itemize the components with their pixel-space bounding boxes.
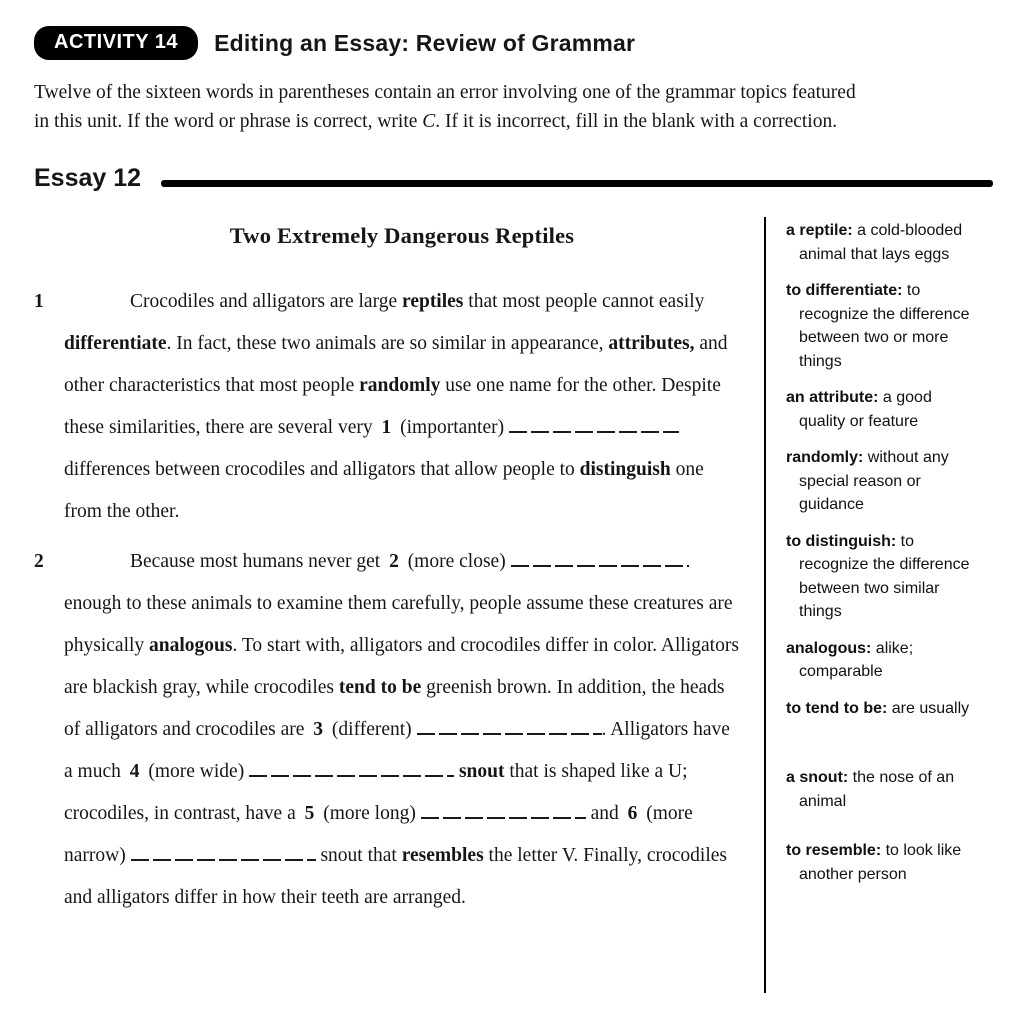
text-run: . Alligators have a much [64,719,730,782]
essay-rule [161,180,993,187]
activity-header [34,26,993,60]
glossary-item [786,446,982,517]
text-run: that most people cannot easily [463,291,705,312]
glossary-term: to distinguish: [786,532,897,550]
vocab-word: tend to be [338,677,422,698]
paragraph-body [64,541,740,919]
glossary-term: to differentiate: [786,282,903,299]
text-run: in this unit. If the word or phrase is correct, write [34,111,423,132]
text-run: . In fact, these two animals are so similar in appearance, [166,333,609,354]
glossary-definition: to look like another person [799,842,962,883]
essay-label-row [34,164,993,193]
glossary-item [786,766,982,813]
text-run: (more narrow) [64,803,693,866]
glossary-term: an attribute: [786,389,879,406]
text-run: use one name for the other. Despite these similarities, there are several very [64,375,721,438]
essay-paragraph [34,541,744,919]
glossary-item [786,697,982,721]
glossary-item [786,637,982,684]
glossary-item [786,279,982,373]
glossary-definition: to recognize the difference between two or more things [799,282,970,370]
essay-column [34,217,744,993]
answer-blank-5[interactable] [421,807,586,819]
answer-blank-2[interactable] [511,555,689,567]
text-run: C [422,111,436,132]
text-run: (more wide) [143,761,250,782]
item-number: 6 [627,803,638,824]
glossary-definition: alike; comparable [799,639,914,680]
vocab-word: analogous [149,635,233,656]
activity-title: Editing an Essay: Review of Grammar [214,29,636,56]
vocab-word: attributes, [608,333,695,354]
text-run: (more close) [402,551,511,572]
glossary-term: analogous: [786,639,872,657]
text-run: Crocodiles and alligators are large [130,291,403,312]
text-run: one from the other. [64,459,704,522]
text-run: enough to these animals to examine them carefully, people assume these creatures are physically [64,593,733,656]
text-run: (more long) [318,803,421,824]
item-number: 3 [313,719,324,740]
text-run: (different) [327,719,417,740]
instructions [34,78,992,136]
text-run: the letter V. Finally, crocodiles and alligators differ in how their teeth are arranged. [64,845,728,908]
text-run: . To start with, alligators and crocodiles differ in color. Alligators are blackish gray, while crocodiles [64,635,739,698]
vocab-word: resembles [401,845,484,866]
item-number: 4 [129,761,140,782]
glossary-term: a snout: [786,769,849,786]
text-run: (importanter) [395,417,509,438]
essay-paragraph [34,281,744,533]
vocab-word: distinguish [579,459,671,480]
glossary-term: randomly: [786,449,864,466]
glossary-definition: without any special reason or guidance [799,449,949,513]
glossary-term: to tend to be: [786,699,888,717]
vocab-word: randomly [359,375,441,396]
essay-paragraphs [34,281,744,919]
glossary [766,217,986,993]
answer-blank-6[interactable] [131,849,316,861]
glossary-definition: a good quality or feature [799,389,932,430]
glossary-definition: to recognize the difference between two similar things [799,532,970,620]
paragraph-body [64,281,740,533]
text-run: Twelve of the sixteen words in parentheses contain an error involving one of the grammar topics featured [34,82,856,103]
content [34,217,993,993]
glossary-item [786,219,982,266]
item-number: 5 [304,803,315,824]
vocab-word: snout [458,761,505,782]
text-run: and other characteristics that most people [64,333,728,396]
glossary-definition: are usually [891,699,970,717]
glossary-item [786,530,982,624]
text-run: Because most humans never get [130,551,386,572]
answer-blank-4[interactable] [249,765,454,777]
text-run: greenish brown. In addition, the heads of alligators and crocodiles are [64,677,725,740]
answer-blank-3[interactable] [417,723,602,735]
text-run: differences between crocodiles and alligators that allow people to [64,459,580,480]
glossary-item [786,386,982,433]
glossary-term: to resemble: [786,842,882,859]
essay-label: Essay 12 [34,164,142,192]
answer-blank-1[interactable] [509,421,679,433]
text-run: that is shaped like a U; crocodiles, in contrast, have a [64,761,688,824]
glossary-definition: a cold-blooded animal that lays eggs [799,222,963,263]
item-number: 2 [389,551,399,572]
vocab-word: differentiate [64,333,167,354]
text-run: . If it is incorrect, fill in the blank with a correction. [435,111,838,132]
activity-badge: ACTIVITY 14 [34,26,198,60]
glossary-definition: the nose of an animal [799,769,955,810]
paragraph-number: 2 [34,551,44,572]
text-run: snout that [315,845,402,866]
glossary-term: a reptile: [786,222,853,239]
paragraph-number: 1 [34,291,44,312]
text-run: and [585,803,624,824]
item-number: 1 [381,417,392,438]
essay-title: Two Extremely Dangerous Reptiles [229,223,575,248]
glossary-item [786,839,982,886]
vocab-word: reptiles [402,291,464,312]
